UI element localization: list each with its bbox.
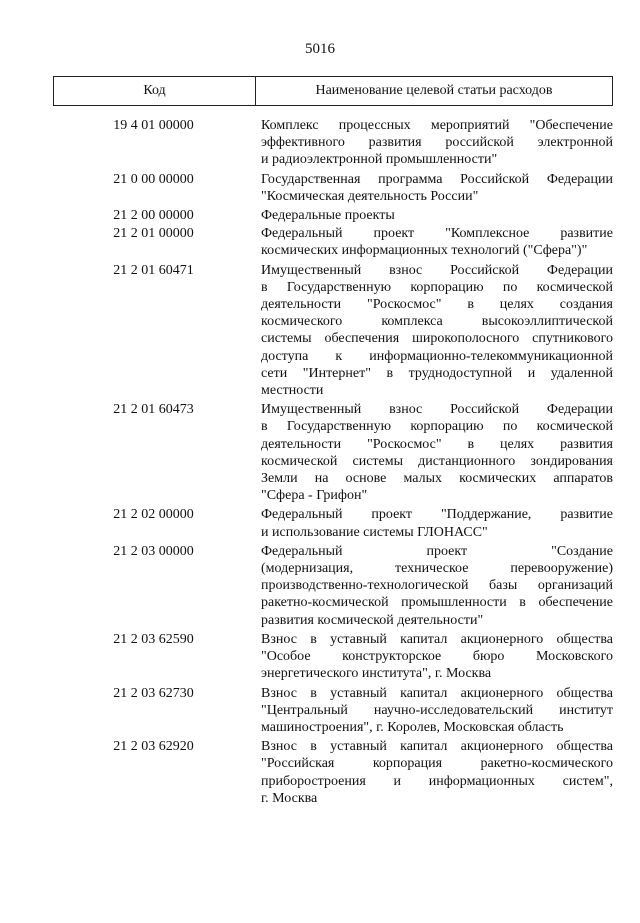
row-code: 21 2 01 00000 xyxy=(113,226,194,242)
table-row xyxy=(53,631,613,683)
row-name-line: энергетического института", г. Москва xyxy=(261,666,492,682)
row-name xyxy=(254,506,613,540)
row-name-line: Имущественный взнос Российской Федерации xyxy=(261,402,613,418)
row-name xyxy=(254,117,613,169)
row-name-line: Комплекс процессных мероприятий "Обеспечение xyxy=(261,118,613,133)
row-name-line: Государственная программа Российской Федерации xyxy=(261,171,613,187)
row-name-line: деятельности "Роскосмос" в целях создания xyxy=(261,297,613,313)
row-name-line: Федеральный проект "Поддержание, развитие xyxy=(261,507,613,523)
row-name-line: приборостроения и информационных систем", xyxy=(261,773,613,789)
row-name-line: (модернизация, техническое перевооружение) xyxy=(261,561,613,577)
row-code: 21 2 01 60473 xyxy=(113,402,194,418)
row-name-line: "Российская корпорация ракетно-космического xyxy=(261,756,613,772)
row-name-line: и использование системы ГЛОНАСС" xyxy=(261,524,488,540)
table-header xyxy=(53,76,613,106)
row-name-line: Земли на основе малых космических аппаратов xyxy=(261,471,613,487)
row-name-line: местности xyxy=(261,383,324,399)
table-row xyxy=(53,543,613,629)
row-name-line: Федеральные проекты xyxy=(261,208,395,224)
row-name xyxy=(254,543,613,629)
row-name-line: Федеральный проект "Комплексное развитие xyxy=(261,226,613,242)
row-name xyxy=(254,631,613,683)
row-code: 21 2 00 00000 xyxy=(113,208,194,224)
row-name xyxy=(254,738,613,807)
row-name-line: Взнос в уставный капитал акционерного общества xyxy=(261,739,613,755)
row-code: 21 2 03 62590 xyxy=(113,631,194,647)
row-code: 21 0 00 00000 xyxy=(113,171,194,187)
row-name-line: машиностроения", г. Королев, Московская область xyxy=(261,719,564,735)
row-name xyxy=(254,401,613,504)
row-code: 21 2 03 00000 xyxy=(113,543,194,559)
row-name xyxy=(254,207,613,224)
page-number: 5016 xyxy=(305,41,335,57)
row-name xyxy=(254,171,613,205)
row-name-line: "Центральный научно-исследовательский институт xyxy=(261,702,613,718)
table-row xyxy=(53,117,613,169)
table-row xyxy=(53,262,613,400)
row-name-line: доступа к информационно-телекоммуникационной xyxy=(261,348,613,364)
row-name-line: "Космическая деятельность России" xyxy=(261,188,479,204)
row-code: 21 2 03 62920 xyxy=(113,739,194,755)
row-name-line: в Государственную корпорацию по космической xyxy=(261,279,613,295)
row-name-line: развития космической деятельности" xyxy=(261,612,484,628)
row-code: 21 2 03 62730 xyxy=(113,685,194,701)
row-name-line: космического комплекса высокоэллиптической xyxy=(261,314,613,330)
header-code: Код xyxy=(54,77,256,105)
row-name-line: Имущественный взнос Российской Федерации xyxy=(261,262,613,278)
table-row xyxy=(53,506,613,540)
row-name-line: Взнос в уставный капитал акционерного общества xyxy=(261,631,613,647)
table-body xyxy=(53,117,613,807)
row-name-line: космической системы дистанционного зондирования xyxy=(261,453,613,469)
table-row xyxy=(53,685,613,737)
row-name-line: Взнос в уставный капитал акционерного общества xyxy=(261,685,613,701)
row-name-line: космических информационных технологий ("Сфера")" xyxy=(261,243,588,259)
table-row xyxy=(53,171,613,205)
row-name-line: производственно-технологической базы организаций xyxy=(261,578,613,594)
row-name xyxy=(254,225,613,259)
row-name-line: "Сфера - Грифон" xyxy=(261,488,368,504)
row-name-line: деятельности "Роскосмос" в целях развития xyxy=(261,436,613,452)
row-name-line: г. Москва xyxy=(261,790,318,806)
header-name: Наименование целевой статьи расходов xyxy=(315,83,553,98)
table-row xyxy=(53,207,613,224)
row-code: 21 2 01 60471 xyxy=(113,262,194,278)
row-name-line: эффективного развития российской электронной xyxy=(261,135,613,151)
row-name-line: Федеральный проект "Создание xyxy=(261,543,613,559)
table-row xyxy=(53,225,613,259)
row-name-line: сети "Интернет" в труднодоступной и удаленной xyxy=(261,365,613,381)
row-code: 19 4 01 00000 xyxy=(113,118,194,133)
row-code: 21 2 02 00000 xyxy=(113,507,194,523)
row-name xyxy=(254,685,613,737)
table-row xyxy=(53,401,613,504)
row-name-line: "Особое конструкторское бюро Московского xyxy=(261,649,613,665)
table-row xyxy=(53,738,613,807)
row-name xyxy=(254,262,613,400)
row-name-line: ракетно-космической промышленности в обеспечение xyxy=(261,595,613,611)
row-name-line: и радиоэлектронной промышленности" xyxy=(261,152,498,168)
row-name-line: системы обеспечения широкополосного спутникового xyxy=(261,331,613,347)
row-name-line: в Государственную корпорацию по космической xyxy=(261,419,613,435)
